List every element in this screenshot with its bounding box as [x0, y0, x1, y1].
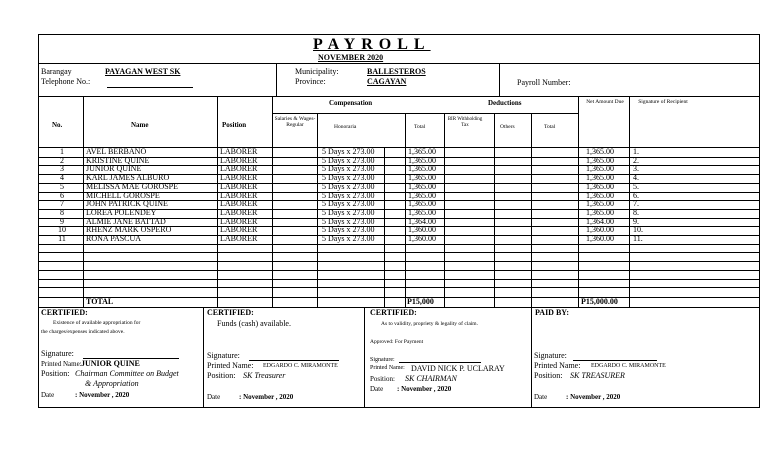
row-name: AVEL BERBANO: [86, 147, 147, 156]
signature-2-label: Signature:: [207, 351, 240, 360]
row-total: 1,365.00: [408, 164, 436, 174]
row-net: 1,365.00: [586, 155, 614, 165]
row-total: 1,365.00: [408, 190, 436, 200]
row-no: 8: [60, 207, 64, 217]
row-name: RONA PASCUA: [86, 234, 142, 243]
row-divider: [39, 279, 759, 280]
row-sig: 9.: [633, 216, 639, 226]
position-3-value: SK CHAIRMAN: [405, 374, 457, 383]
row-net: 1,365.00: [586, 207, 614, 217]
divider: [364, 307, 365, 407]
col-others: Others: [500, 124, 515, 130]
row-sig: 6.: [633, 190, 639, 200]
row-sig: 3.: [633, 164, 639, 174]
certified-3-title: CERTIFIED:: [370, 308, 417, 317]
row-honoraria: 5 Days x 273.00: [322, 173, 375, 183]
row-no: 2: [60, 155, 64, 165]
row-divider: [39, 235, 759, 236]
row-honoraria: 5 Days x 273.00: [322, 181, 375, 191]
position-1-label: Position:: [41, 369, 70, 378]
printed-name-3-value: DAVID NICK P. UCLARAY: [411, 364, 505, 373]
col-salaries: Salaries & Wages-Regular: [274, 116, 316, 128]
row-divider: [39, 287, 759, 288]
date-2-label: Date: [207, 393, 221, 401]
certified-1-text: Existence of available appropriation for: [53, 320, 141, 326]
row-total: 1,365.00: [408, 181, 436, 191]
province-value: CAGAYAN: [367, 77, 407, 86]
position-1-value: & Appropriation: [85, 379, 139, 388]
row-name: JUNIOR QUINE: [86, 164, 142, 174]
row-no: 7: [60, 199, 64, 209]
row-position: LABORER: [220, 216, 258, 226]
col-compensation: Compensation: [329, 99, 373, 107]
row-sig: 8.: [633, 207, 639, 217]
divider: [39, 297, 759, 298]
payroll-title: PAYROLL: [313, 36, 431, 53]
row-net: 1,365.00: [586, 173, 614, 183]
row-total: 1,360.00: [408, 225, 436, 235]
row-sig: 2.: [633, 155, 639, 165]
col-deductions: Deductions: [488, 99, 522, 107]
row-name: KRISTINE QUINE: [86, 155, 150, 165]
row-net: 1,360.00: [586, 234, 614, 243]
divider: [39, 63, 759, 64]
row-no: 11: [58, 234, 66, 243]
divider: [531, 307, 532, 407]
row-sig: 11.: [633, 234, 643, 243]
col-position: Position: [222, 121, 247, 129]
row-honoraria: 5 Days x 273.00: [322, 216, 375, 226]
row-name: LOREA POLENDEY: [86, 207, 157, 217]
divider: [39, 147, 759, 148]
row-sig: 10.: [633, 225, 643, 235]
printed-name-4-label: Printed Name:: [534, 361, 581, 370]
row-honoraria: 5 Days x 273.00: [322, 207, 375, 217]
row-honoraria: 5 Days x 273.00: [322, 234, 375, 243]
row-no: 4: [60, 173, 64, 183]
printed-name-4-value: EDGARDO C. MIRAMONTE: [591, 363, 666, 369]
row-position: LABORER: [220, 147, 258, 156]
signature-4-line: [573, 360, 657, 361]
certified-1-title: CERTIFIED:: [41, 308, 88, 317]
signature-4-label: Signature:: [534, 351, 567, 360]
row-name: JOHN PATRICK QUINE: [86, 199, 168, 209]
printed-name-1-value: JUNIOR QUINE: [81, 359, 140, 368]
row-no: 6: [60, 190, 64, 200]
row-divider: [39, 244, 759, 245]
col-honoraria: Honoraria: [334, 124, 357, 130]
row-position: LABORER: [220, 164, 258, 174]
row-sig: 5.: [633, 181, 639, 191]
certified-2-title: CERTIFIED:: [207, 308, 254, 317]
row-total: 1,360.00: [408, 234, 436, 243]
row-divider: [39, 261, 759, 262]
row-net: 1,365.00: [586, 164, 614, 174]
divider: [578, 96, 579, 307]
row-position: LABORER: [220, 190, 258, 200]
row-position: LABORER: [220, 207, 258, 217]
divider: [217, 96, 218, 307]
payroll-sheet: [38, 34, 760, 408]
position-1-value: Chairman Committee on Budget: [75, 369, 179, 378]
date-2-value: : November , 2020: [239, 393, 294, 401]
row-no: 10: [58, 225, 66, 235]
row-net: 1,365.00: [586, 199, 614, 209]
signature-1-label: Signature:: [41, 349, 74, 358]
divider: [272, 96, 273, 307]
row-honoraria: 5 Days x 273.00: [322, 164, 375, 174]
row-total: 1,365.00: [408, 155, 436, 165]
total-net: P15,000.00: [581, 297, 618, 306]
col-bir: BIR Withholding Tax: [447, 117, 483, 128]
certified-3-text: As to validity, propriety & legality of claim.: [381, 321, 478, 327]
position-2-value: SK Treasurer: [243, 371, 286, 380]
signature-3-line: [399, 362, 481, 363]
approved-text: Approved: For Payment: [370, 339, 424, 345]
divider: [629, 96, 630, 307]
certified-1-text: the charges/expenses indicated above.: [41, 329, 125, 335]
position-2-label: Position:: [207, 371, 236, 380]
row-position: LABORER: [220, 155, 258, 165]
certified-2-text: Funds (cash) available.: [217, 319, 291, 328]
row-net: 1,365.00: [586, 147, 614, 156]
row-position: LABORER: [220, 199, 258, 209]
date-4-value: : November , 2020: [566, 393, 621, 401]
row-position: LABORER: [220, 225, 258, 235]
position-4-label: Position:: [534, 371, 563, 380]
row-divider: [39, 270, 759, 271]
date-4-label: Date: [534, 393, 548, 401]
municipality-value: BALLESTEROS: [367, 67, 426, 76]
row-divider: [39, 165, 759, 166]
divider: [83, 96, 84, 307]
municipality-label: Municipality:: [295, 67, 339, 76]
date-3-label: Date: [370, 385, 384, 393]
row-divider: [39, 252, 759, 253]
date-3-value: : November , 2020: [397, 385, 452, 393]
row-name: MICHELL GOROSPE: [86, 190, 160, 200]
divider: [499, 63, 500, 96]
row-honoraria: 5 Days x 273.00: [322, 155, 375, 165]
col-no: No.: [52, 121, 63, 129]
total-compensation: P15,000: [407, 297, 434, 306]
payroll-number-label: Payroll Number:: [517, 78, 571, 87]
row-name: MELISSA MAE GOROSPE: [86, 181, 179, 191]
col-signature: Signature of Recipient: [638, 99, 688, 105]
row-sig: 4.: [633, 173, 639, 183]
row-honoraria: 5 Days x 273.00: [322, 147, 375, 156]
row-net: 1,364.00: [586, 216, 614, 226]
row-name: KARL JAMES ALBURO: [86, 173, 170, 183]
row-net: 1,365.00: [586, 181, 614, 191]
row-total: 1,365.00: [408, 147, 436, 156]
paid-by-title: PAID BY:: [535, 308, 570, 317]
row-total: 1,365.00: [408, 207, 436, 217]
date-1-label: Date: [41, 391, 55, 399]
printed-name-2-label: Printed Name:: [207, 361, 254, 370]
row-no: 5: [60, 181, 64, 191]
divider: [276, 63, 277, 96]
printed-name-2-value: EDGARDO C. MIRAMONTE: [263, 363, 338, 369]
telephone-label: Telephone No.:: [41, 77, 91, 86]
signature-2-line: [249, 360, 339, 361]
col-name: Name: [131, 121, 149, 129]
row-net: 1,365.00: [586, 190, 614, 200]
row-net: 1,360.00: [586, 225, 614, 235]
row-sig: 7.: [633, 199, 639, 209]
row-position: LABORER: [220, 234, 258, 243]
row-position: LABORER: [220, 181, 258, 191]
col-comp-total: Total: [414, 124, 426, 130]
row-total: 1,364.00: [408, 216, 436, 226]
row-no: 3: [60, 164, 64, 174]
printed-name-1-label: Printed Name:: [41, 360, 82, 368]
payroll-period: NOVEMBER 2020: [318, 53, 384, 62]
barangay-label: Barangay: [41, 67, 72, 76]
date-1-value: : November , 2020: [75, 391, 130, 399]
telephone-line: [107, 87, 193, 88]
divider: [203, 307, 204, 407]
row-total: 1,365.00: [408, 199, 436, 209]
total-label: TOTAL: [86, 297, 114, 306]
position-4-value: SK TREASURER: [570, 371, 625, 380]
row-sig: 1.: [633, 147, 639, 156]
divider: [39, 96, 759, 97]
col-net: Net Amount Due: [586, 99, 624, 105]
row-total: 1,365.00: [408, 173, 436, 183]
row-honoraria: 5 Days x 273.00: [322, 190, 375, 200]
row-honoraria: 5 Days x 273.00: [322, 199, 375, 209]
printed-name-3-label: Printed Name:: [370, 365, 405, 371]
row-name: ALMIE JANE BATTAD: [86, 216, 166, 226]
row-no: 1: [60, 147, 64, 156]
signature-3-label: Signature:: [370, 357, 395, 363]
position-3-label: Position:: [370, 375, 395, 383]
barangay-value: PAYAGAN WEST SK: [105, 67, 181, 76]
row-honoraria: 5 Days x 273.00: [322, 225, 375, 235]
row-no: 9: [60, 216, 64, 226]
province-label: Province:: [295, 77, 326, 86]
col-ded-total: Total: [544, 124, 556, 130]
row-name: RHENZ MARK OSPERO: [86, 225, 172, 235]
row-position: LABORER: [220, 173, 258, 183]
